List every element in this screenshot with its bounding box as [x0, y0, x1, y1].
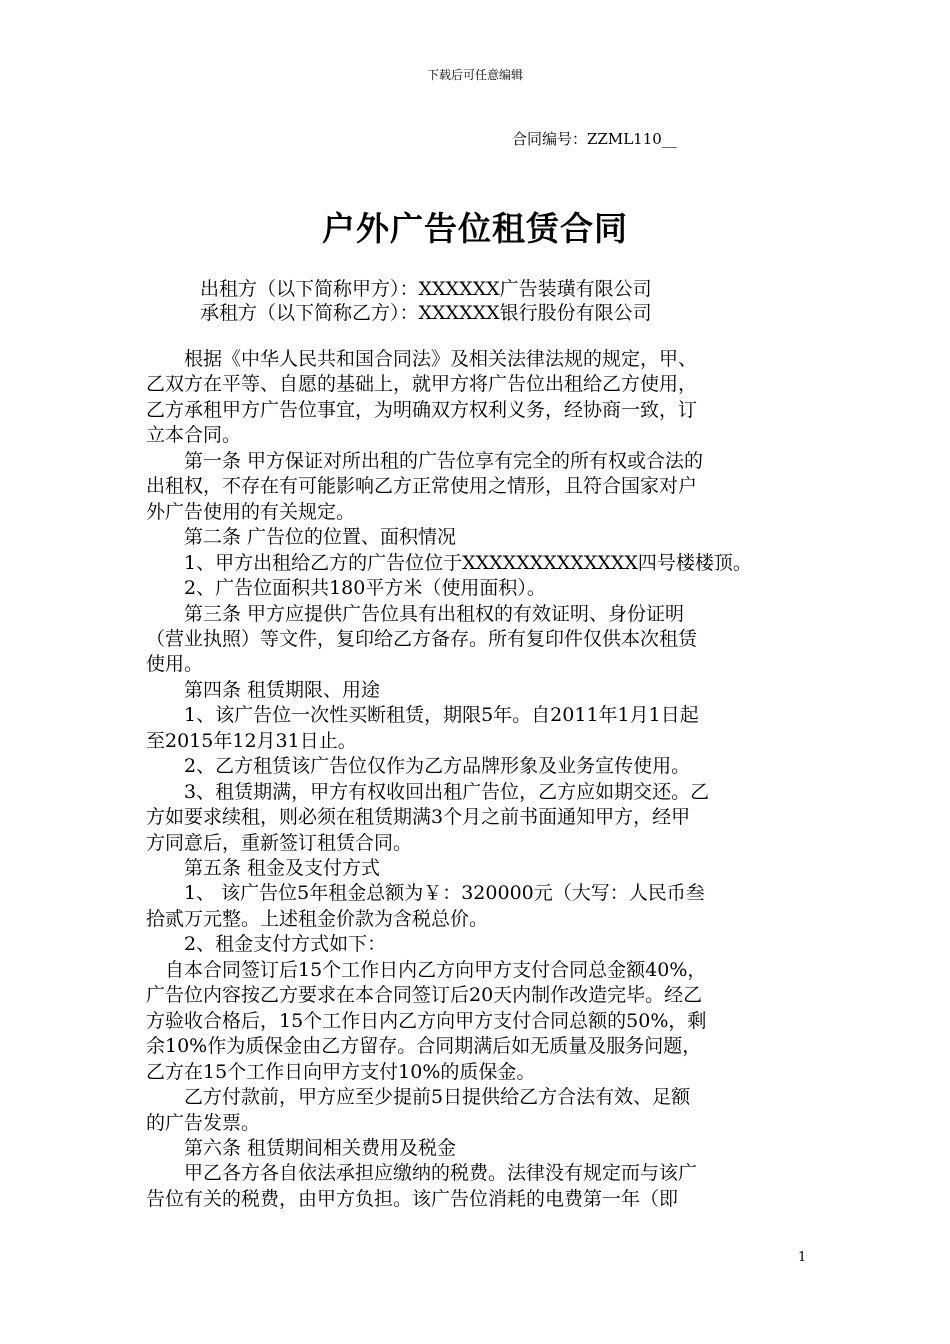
body-line: 第一条 甲方保证对所出租的广告位享有完全的所有权或合法的 — [146, 449, 704, 472]
body-line: 自本合同签订后15个工作日内乙方向甲方支付合同总金额40%， — [146, 958, 707, 981]
body-line: 3、租赁期满，甲方有权收回出租广告位，乙方应如期交还。乙 — [146, 780, 710, 803]
body-line: 告位有关的税费，由甲方负担。该广告位消耗的电费第一年（即 — [146, 1187, 679, 1210]
body-line: 乙双方在平等、自愿的基础上，就甲方将广告位出租给乙方使用， — [146, 373, 698, 396]
lessee-party: 承租方（以下简称乙方）：XXXXXX银行股份有限公司 — [200, 302, 652, 324]
body-line: 方如要求续租，则必须在租赁期满3个月之前书面通知甲方，经甲 — [146, 806, 691, 829]
body-line: 2、租金支付方式如下： — [146, 933, 387, 956]
body-line: 2、乙方租赁该广告位仅作为乙方品牌形象及业务宣传使用。 — [146, 755, 691, 778]
body-line: 外广告使用的有关规定。 — [146, 500, 356, 523]
contract-number: 合同编号：ZZML110__ — [512, 130, 677, 148]
body-line: 1、 该广告位5年租金总额为￥：320000元（大写：人民币叁 — [146, 882, 705, 905]
body-line: 1、该广告位一次性买断租赁，期限5年。自2011年1月1日起 — [146, 704, 699, 727]
page-header-note: 下载后可任意编辑 — [426, 68, 523, 82]
body-line: 广告位内容按乙方要求在本合同签订后20天内制作改造完毕。经乙 — [146, 984, 703, 1007]
body-line: 2、广告位面积共180平方米（使用面积）。 — [146, 577, 546, 599]
body-line: 立本合同。 — [146, 424, 242, 447]
body-line: 第四条 租赁期限、用途 — [146, 678, 381, 701]
lessor-party: 出租方（以下简称甲方）：XXXXXX广告装璜有限公司 — [200, 278, 652, 300]
body-line: 乙方付款前，甲方应至少提前5日提供给乙方合法有效、足额 — [146, 1086, 691, 1108]
body-line: 第二条 广告位的位置、面积情况 — [146, 526, 457, 549]
body-line: 方验收合格后，15个工作日内乙方向甲方支付合同总额的50%，剩 — [146, 1009, 707, 1032]
body-line: 使用。 — [146, 653, 204, 676]
body-line: 余10%作为质保金由乙方留存。合同期满后如无质量及服务问题， — [146, 1035, 702, 1058]
body-line: 1、甲方出租给乙方的广告位位于XXXXXXXXXXXXX四号楼楼顶。 — [146, 551, 752, 574]
body-line: 甲乙各方各自依法承担应缴纳的税费。法律没有规定而与该广 — [146, 1162, 698, 1185]
body-line: 的广告发票。 — [146, 1111, 261, 1134]
document-title: 户外广告位租赁合同 — [322, 209, 628, 248]
body-line: （营业执照）等文件，复印给乙方备存。所有复印件仅供本次租赁 — [146, 628, 698, 650]
body-line: 根据《中华人民共和国合同法》及相关法律法规的规定，甲、 — [146, 348, 698, 370]
body-line: 乙方在15个工作日向甲方支付10%的质保金。 — [146, 1060, 536, 1083]
body-line: 至2015年12月31日止。 — [146, 729, 357, 752]
body-line: 第六条 租赁期间相关费用及税金 — [146, 1136, 457, 1159]
page-number: 1 — [798, 1250, 807, 1265]
body-line: 拾贰万元整。上述租金价款为含税总价。 — [146, 907, 489, 930]
body-line: 第五条 租金及支付方式 — [146, 857, 381, 879]
body-line: 第三条 甲方应提供广告位具有出租权的有效证明、身份证明 — [146, 602, 685, 625]
body-line: 方同意后，重新签订租赁合同。 — [146, 831, 413, 854]
body-line: 出租权，不存在有可能影响乙方正常使用之情形，且符合国家对户 — [146, 475, 698, 498]
body-line: 乙方承租甲方广告位事宜，为明确双方权利义务，经协商一致，订 — [146, 398, 698, 421]
